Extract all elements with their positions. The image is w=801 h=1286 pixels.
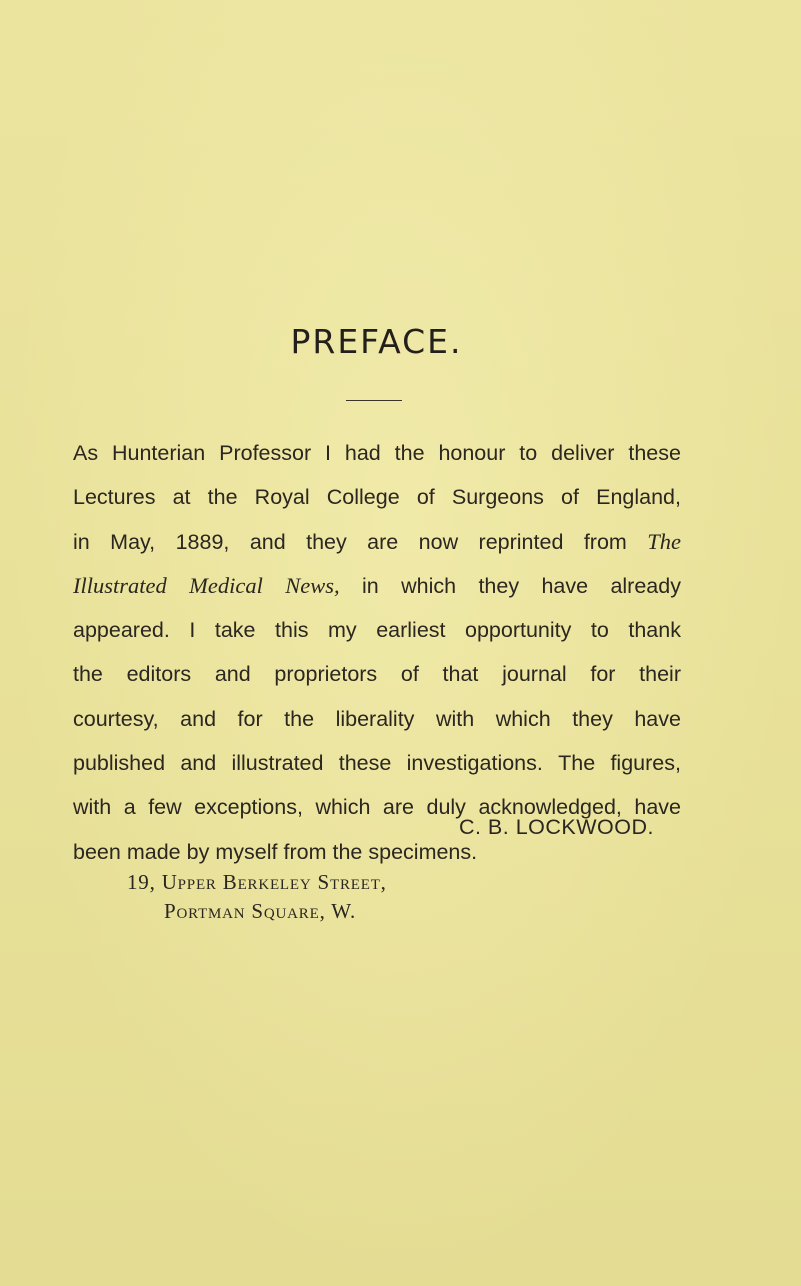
body-word: Illustrated [73,572,167,598]
body-word: Medical [189,572,263,598]
body-word: courtesy, [73,706,159,731]
body-word: the [332,839,363,864]
body-word: opportunity [465,618,572,643]
body-line-2 [73,475,681,519]
body-word: editors [126,662,192,687]
body-line-3 [73,520,681,564]
body-word: by [186,839,210,864]
body-word: already [610,573,681,598]
body-word: of [416,485,435,510]
body-word: acknowledged, [478,795,622,820]
body-word: deliver [551,441,615,465]
body-word: from [283,839,327,864]
body-word: investigations. [406,751,543,776]
body-word: in [73,529,90,554]
body-word: which [315,795,371,820]
body-word: which [495,706,551,731]
body-word: that [442,662,479,687]
body-word: have [541,573,589,598]
body-word: I [189,618,196,643]
body-word: The [558,751,596,776]
body-word: journal [502,662,567,687]
body-line-7 [73,697,681,741]
body-word: in [361,573,379,598]
body-word: proprietors [274,662,378,687]
body-word: figures, [610,751,681,776]
body-word: few [148,795,182,820]
body-line-1 [73,431,681,475]
body-word: have [634,706,681,731]
body-word: to [519,441,538,465]
body-word: to [590,618,609,643]
body-word: Hunterian [111,441,206,465]
body-word: appeared. [73,618,170,643]
body-word: reprinted [478,529,564,554]
body-word: had [344,441,381,465]
body-word: May, [110,529,156,554]
body-word: and [214,662,251,687]
body-line-4 [73,564,681,608]
address-line-2: Portman Square, W. [164,899,357,923]
body-word: England, [596,485,681,510]
body-word: are [382,795,414,820]
body-word: they [572,706,613,731]
body-word: Professor [219,441,312,465]
body-word: they [478,573,520,598]
body-word: and [180,706,217,731]
body-word: now [418,529,459,554]
body-word: for [590,662,616,687]
body-word: 1889, [175,529,230,554]
body-word: their [639,662,681,687]
body-line-6 [73,652,681,696]
page-title: PREFACE. [290,322,463,361]
body-word: and [249,529,286,554]
body-word: News, [285,572,340,598]
body-word: are [367,529,399,554]
body-word: these [628,441,681,465]
body-word: this [275,618,309,643]
body-word: Royal [254,485,310,510]
body-word: been [73,839,121,864]
body-word: the [284,706,315,731]
body-word: with [435,706,475,731]
body-word: have [634,795,681,820]
address-line-1: 19, Upper Berkeley Street, [127,870,387,894]
body-word: published [73,751,166,776]
body-word: made [126,839,181,864]
body-word: at [172,485,191,510]
body-word: the [207,485,238,510]
body-word: The [647,528,681,554]
author-signature: C. B. LOCKWOOD. [458,815,654,839]
body-word: I [325,441,331,465]
body-line-5 [73,608,681,652]
body-word: duly [426,795,466,820]
body-word: with [73,795,112,820]
body-word: specimens. [368,839,478,864]
body-word: earliest [376,618,446,643]
body-word: and [180,751,217,776]
body-word: of [400,662,419,687]
body-word: they [306,529,347,554]
body-word: my [328,618,357,643]
body-word: which [401,573,457,598]
body-word: As [73,441,99,465]
body-word: liberality [335,706,415,731]
body-word: Lectures [73,485,156,510]
body-word: illustrated [231,751,324,776]
body-word: myself [215,839,278,864]
title-rule [346,400,402,401]
preface-body [73,431,681,874]
body-word: of [561,485,579,510]
body-word: the [394,441,425,465]
body-word: exceptions, [194,795,303,820]
body-word: a [123,795,136,820]
body-line-8 [73,741,681,785]
body-word: thank [628,618,681,643]
body-word: College [326,485,400,510]
body-word: take [214,618,256,643]
body-word: for [237,706,263,731]
body-word: from [583,529,627,554]
body-word: these [338,751,392,776]
body-word: the [73,662,103,687]
body-word: Surgeons [451,485,544,510]
body-word: honour [438,441,506,465]
